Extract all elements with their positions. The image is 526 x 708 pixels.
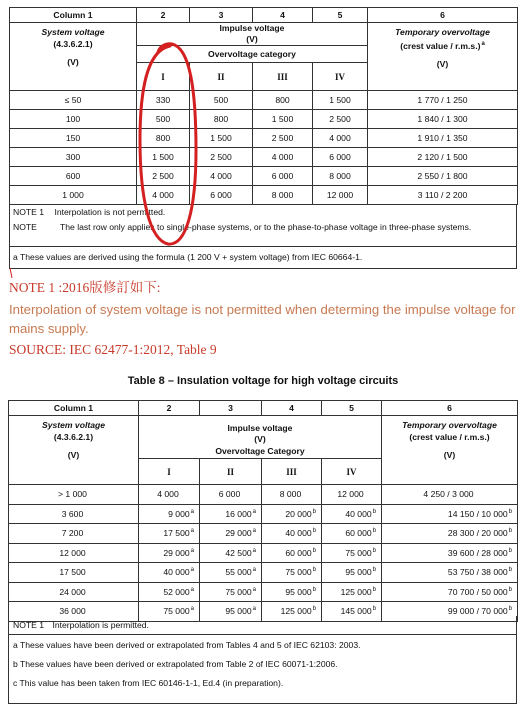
value-cell — [262, 504, 322, 524]
temporary-overvoltage-title: Temporary overvoltage — [395, 27, 490, 37]
t8-system-voltage-title: System voltage — [41, 420, 106, 430]
cell-value: 60 000 — [345, 528, 372, 539]
value-cell — [200, 582, 262, 602]
footnote-marker: b — [508, 586, 512, 593]
table-row — [10, 129, 518, 148]
t8-category-IV: IV — [322, 459, 382, 485]
impulse-voltage-title: Impulse voltage — [219, 23, 285, 33]
cell-value: 53 750 / 38 000 — [447, 567, 508, 578]
cell-value: 95 000 — [285, 586, 312, 597]
system-voltage-cell: 300 — [10, 148, 137, 167]
cell-value: 70 700 / 50 000 — [447, 586, 508, 597]
cell-value: 95 000 — [345, 567, 372, 578]
value-cell — [200, 543, 262, 563]
table-row — [9, 485, 518, 505]
t8-col-header-2: 2 — [139, 401, 200, 416]
value-cell — [262, 524, 322, 544]
cell-value: > 1 000 — [58, 489, 87, 500]
category-I: I — [137, 63, 190, 91]
footnote-marker: b — [508, 567, 512, 574]
system-voltage-cell — [9, 543, 139, 563]
value-cell — [139, 524, 200, 544]
value-cell — [200, 485, 262, 505]
value-cell: 1 770 / 1 250 — [368, 91, 518, 110]
category-II: II — [190, 63, 253, 91]
footnote-marker: b — [372, 528, 376, 535]
cell-value: 6 000 — [218, 489, 241, 500]
revision-note-text: Interpolation of system voltage is not permitted when determing the impulse voltage for mains supply. — [9, 302, 516, 336]
table-row — [9, 524, 518, 544]
footnote-marker: b — [508, 528, 512, 535]
cell-value: 95 000 — [225, 606, 252, 617]
value-cell — [382, 543, 518, 563]
table1-body — [10, 91, 518, 205]
table-row — [9, 582, 518, 602]
value-cell — [139, 543, 200, 563]
cell-value: 75 000 — [225, 586, 252, 597]
t8-temporary-overvoltage-sub: (crest value / r.m.s.) — [409, 432, 490, 442]
footnote-marker: b — [508, 606, 512, 613]
t8-category-I: I — [139, 459, 200, 485]
value-cell: 800 — [190, 110, 253, 129]
value-cell: 2 120 / 1 500 — [368, 148, 518, 167]
cell-value: 42 500 — [225, 547, 252, 558]
system-voltage-cell — [9, 524, 139, 544]
value-cell — [139, 563, 200, 583]
system-voltage-cell — [9, 504, 139, 524]
t8-system-voltage-unit: (V) — [67, 450, 80, 460]
cell-value: 3 600 — [61, 508, 84, 519]
table-row — [10, 110, 518, 129]
value-cell: 4 000 — [253, 148, 313, 167]
col-header-6: 6 — [368, 8, 518, 23]
value-cell — [262, 563, 322, 583]
cell-value: 8 000 — [279, 489, 302, 500]
col-header-5: 5 — [313, 8, 368, 23]
footnote-marker: a — [190, 547, 194, 554]
value-cell: 2 500 — [313, 110, 368, 129]
value-cell: 1 500 — [313, 91, 368, 110]
system-voltage-cell: 100 — [10, 110, 137, 129]
note2-label: NOTE — [13, 222, 37, 232]
cell-value: 125 000 — [340, 586, 372, 597]
value-cell — [322, 543, 382, 563]
footnote-marker: b — [372, 547, 376, 554]
cell-value: 75 000 — [345, 547, 372, 558]
footnote-marker: b — [372, 567, 376, 574]
footnote-marker: b — [312, 508, 316, 515]
cell-value: 12 000 — [59, 547, 86, 558]
value-cell — [322, 582, 382, 602]
system-voltage-cell: 1 000 — [10, 186, 137, 205]
system-voltage-cell — [9, 563, 139, 583]
table-high-voltage — [8, 400, 518, 622]
cell-value: 145 000 — [340, 606, 372, 617]
cell-value: 14 150 / 10 000 — [447, 508, 508, 519]
table1-footnote-a: a These values are derived using the formula (1 200 V + system voltage) from IEC 60664-1. — [13, 252, 363, 262]
value-cell — [382, 504, 518, 524]
value-cell: 2 500 — [190, 148, 253, 167]
table1-notes — [9, 205, 517, 269]
column-number-row — [10, 8, 518, 23]
value-cell — [139, 485, 200, 505]
footnote-marker: a — [252, 547, 256, 554]
note2-text: The last row only applies to single-phase systems, or to the phase-to-phase voltage in three-phase systems. — [60, 222, 472, 232]
footnote-marker: b — [312, 586, 316, 593]
table-row — [10, 167, 518, 186]
value-cell: 1 840 / 1 300 — [368, 110, 518, 129]
value-cell: 1 500 — [137, 148, 190, 167]
footnote-marker: b — [312, 547, 316, 554]
cell-value: 12 000 — [337, 489, 364, 500]
footnote-marker: a — [190, 586, 194, 593]
value-cell: 330 — [137, 91, 190, 110]
col-header-1: Column 1 — [10, 8, 137, 23]
footnote-marker: a — [190, 567, 194, 574]
value-cell — [382, 524, 518, 544]
value-cell — [200, 563, 262, 583]
value-cell — [200, 524, 262, 544]
cell-value: 7 200 — [61, 528, 84, 539]
t8-impulse-voltage-title: Impulse voltage — [227, 422, 293, 433]
value-cell: 2 500 — [137, 167, 190, 186]
value-cell: 4 000 — [137, 186, 190, 205]
system-voltage-cell: ≤ 50 — [10, 91, 137, 110]
footnote-marker: a — [252, 606, 256, 613]
value-cell: 800 — [137, 129, 190, 148]
cell-value: 29 000 — [225, 528, 252, 539]
system-voltage-cell: 600 — [10, 167, 137, 186]
value-cell — [262, 485, 322, 505]
value-cell: 8 000 — [253, 186, 313, 205]
footnote-marker: a — [190, 528, 194, 535]
system-voltage-header — [10, 23, 137, 91]
col-header-4: 4 — [253, 8, 313, 23]
table-row — [9, 563, 518, 583]
value-cell — [382, 563, 518, 583]
value-cell — [262, 543, 322, 563]
cell-value: 40 000 — [285, 528, 312, 539]
table-row — [9, 504, 518, 524]
table-row — [9, 543, 518, 563]
value-cell: 500 — [190, 91, 253, 110]
cell-value: 60 000 — [285, 547, 312, 558]
footnote-marker: a — [190, 508, 194, 515]
footnote-marker: b — [312, 606, 316, 613]
table-row — [10, 186, 518, 205]
cell-value: 20 000 — [285, 508, 312, 519]
t8-impulse-voltage-unit: (V) — [254, 433, 266, 444]
footnote-marker: a — [252, 567, 256, 574]
value-cell: 1 910 / 1 350 — [368, 129, 518, 148]
value-cell — [262, 582, 322, 602]
col-header-2: 2 — [137, 8, 190, 23]
temporary-overvoltage-unit: (V) — [436, 58, 449, 69]
t8-category-II: II — [200, 459, 262, 485]
note1-text: Interpolation is not permitted. — [54, 207, 166, 217]
footnote-marker: b — [372, 586, 376, 593]
system-voltage-cell: 150 — [10, 129, 137, 148]
t8-temporary-overvoltage-title: Temporary overvoltage — [402, 420, 497, 430]
value-cell: 6 000 — [313, 148, 368, 167]
cell-value: 125 000 — [280, 606, 312, 617]
category-IV: IV — [313, 63, 368, 91]
t8-col-header-1: Column 1 — [9, 401, 139, 416]
revision-source: SOURCE: IEC 62477-1:2012, Table 9 — [9, 342, 217, 357]
note1-label: NOTE 1 — [13, 207, 45, 217]
cell-value: 39 600 / 28 000 — [447, 547, 508, 558]
value-cell: 4 000 — [313, 129, 368, 148]
value-cell: 800 — [253, 91, 313, 110]
temporary-overvoltage-header — [368, 23, 518, 91]
value-cell: 3 110 / 2 200 — [368, 186, 518, 205]
footnote-a-marker: a — [481, 41, 485, 47]
t8-temporary-overvoltage-unit: (V) — [443, 450, 456, 460]
footnote-marker: b — [372, 606, 376, 613]
footnote-marker: a — [252, 528, 256, 535]
cell-value: 4 000 — [157, 489, 179, 500]
system-voltage-title: System voltage — [41, 27, 105, 37]
table-row — [10, 91, 518, 110]
value-cell — [322, 524, 382, 544]
value-cell: 1 500 — [253, 110, 313, 129]
table-row — [10, 148, 518, 167]
value-cell: 8 000 — [313, 167, 368, 186]
cell-value: 9 000 — [168, 508, 190, 519]
cell-value: 55 000 — [225, 567, 252, 578]
value-cell — [139, 504, 200, 524]
t8-col-header-3: 3 — [200, 401, 262, 416]
cell-value: 17 500 — [59, 567, 86, 578]
value-cell — [139, 582, 200, 602]
system-voltage-ref: (4.3.6.2.1) — [53, 39, 93, 49]
cell-value: 52 000 — [163, 586, 190, 597]
t8-col-header-6: 6 — [382, 401, 518, 416]
t8-category-III: III — [262, 459, 322, 485]
cell-value: 16 000 — [225, 508, 252, 519]
table-system-voltage — [9, 7, 518, 205]
footnote-marker: b — [508, 547, 512, 554]
temporary-overvoltage-sub: (crest value / r.m.s.) — [400, 40, 481, 51]
cell-value: 75 000 — [163, 606, 190, 617]
footnote-marker: b — [508, 508, 512, 515]
value-cell: 12 000 — [313, 186, 368, 205]
value-cell — [382, 485, 518, 505]
cell-value: 36 000 — [59, 606, 86, 617]
overvoltage-category-header: Overvoltage category — [137, 46, 368, 63]
value-cell: 6 000 — [190, 186, 253, 205]
t8-temporary-overvoltage-header — [382, 416, 518, 485]
table8-body — [9, 485, 518, 622]
value-cell: 2 500 — [253, 129, 313, 148]
system-voltage-cell — [9, 582, 139, 602]
value-cell: 4 000 — [190, 167, 253, 186]
t8-col-header-4: 4 — [262, 401, 322, 416]
value-cell — [322, 563, 382, 583]
footnote-marker: b — [372, 508, 376, 515]
revision-note-heading: NOTE 1 :2016版修訂如下: — [9, 280, 161, 295]
footnote-marker: a — [252, 508, 256, 515]
t8-note1-label: NOTE 1 — [13, 620, 45, 630]
system-voltage-cell — [9, 485, 139, 505]
t8-col-header-5: 5 — [322, 401, 382, 416]
cell-value: 24 000 — [59, 586, 86, 597]
t8-overvoltage-category-header: Overvoltage Category — [139, 445, 382, 459]
cell-value: 29 000 — [163, 547, 190, 558]
cell-value: 4 250 / 3 000 — [423, 489, 474, 500]
value-cell — [322, 504, 382, 524]
t8-system-voltage-header — [9, 416, 139, 485]
col-header-3: 3 — [190, 8, 253, 23]
cell-value: 17 500 — [163, 528, 190, 539]
t8-footnote-b: b These values have been derived or extrapolated from Table 2 of IEC 60071-1:2006. — [13, 659, 338, 669]
value-cell — [200, 504, 262, 524]
t8-system-voltage-ref: (4.3.6.2.1) — [53, 432, 94, 442]
footnote-marker: a — [252, 586, 256, 593]
category-III: III — [253, 63, 313, 91]
table8-notes — [8, 616, 517, 704]
impulse-voltage-header — [137, 23, 368, 46]
value-cell — [322, 485, 382, 505]
table8-title: Table 8 – Insulation voltage for high voltage circuits — [127, 375, 399, 387]
t8-footnote-a: a These values have been derived or extrapolated from Tables 4 and 5 of IEC 62103: 2003. — [13, 640, 361, 650]
system-voltage-unit: (V) — [67, 57, 79, 67]
cell-value: 40 000 — [345, 508, 372, 519]
t8-note1-text: Interpolation is permitted. — [52, 620, 149, 630]
footnote-marker: a — [190, 606, 194, 613]
t8-footnote-c: c This value has been taken from IEC 60146-1-1, Ed.4 (in preparation). — [13, 678, 284, 688]
cell-value: 40 000 — [163, 567, 190, 578]
value-cell: 1 500 — [190, 129, 253, 148]
cell-value: 99 000 / 70 000 — [447, 606, 508, 617]
cell-value: 28 300 / 20 000 — [447, 528, 508, 539]
value-cell: 2 550 / 1 800 — [368, 167, 518, 186]
cell-value: 75 000 — [285, 567, 312, 578]
footnote-marker: b — [312, 567, 316, 574]
t8-impulse-voltage-header — [139, 416, 382, 445]
value-cell: 6 000 — [253, 167, 313, 186]
value-cell — [382, 582, 518, 602]
footnote-marker: b — [312, 528, 316, 535]
impulse-voltage-unit: (V) — [246, 34, 258, 44]
value-cell: 500 — [137, 110, 190, 129]
